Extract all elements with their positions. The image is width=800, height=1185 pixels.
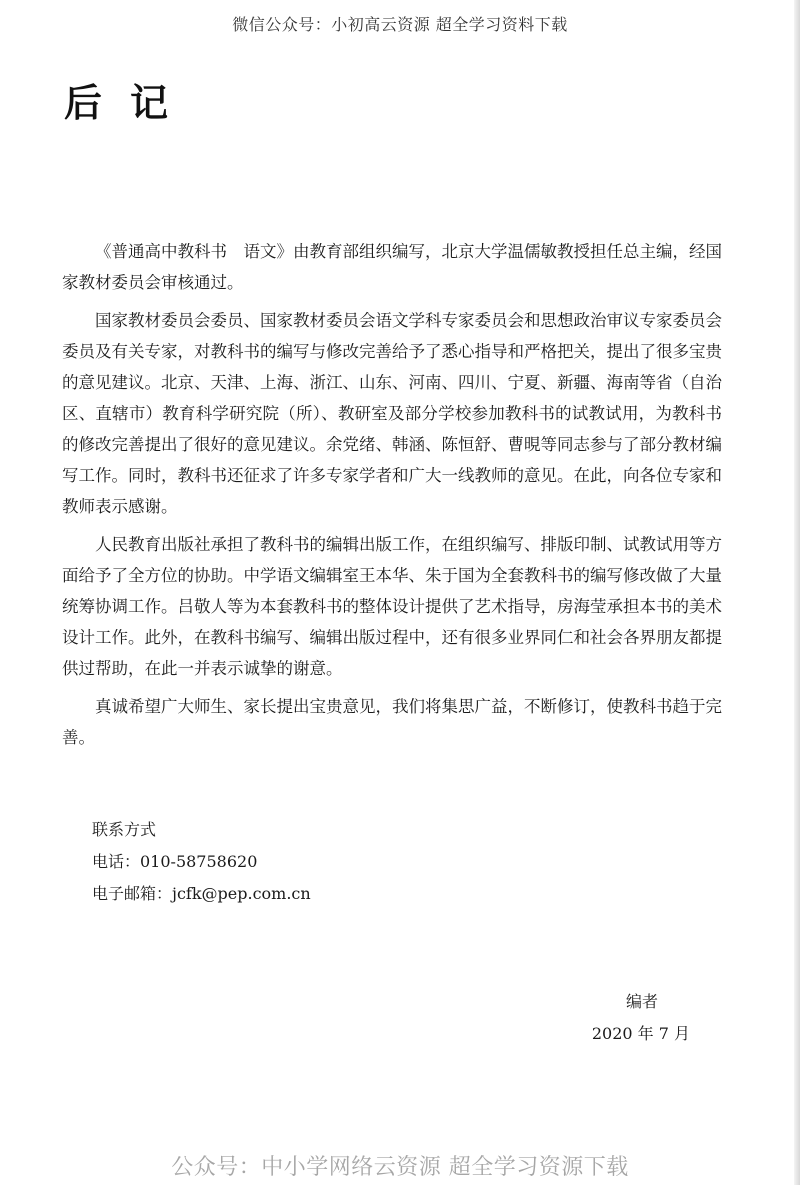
signoff-date: 2020 年 7 月 xyxy=(591,1024,690,1043)
contact-email: 电子邮箱：jcfk@pep.com.cn xyxy=(92,884,311,903)
page-edge xyxy=(794,0,800,1185)
page-title: 后记 xyxy=(64,81,197,125)
paragraph-4: 真诚希望广大师生、家长提出宝贵意见，我们将集思广益，不断修订，使教科书趋于完善。 xyxy=(62,697,722,747)
signoff-block xyxy=(560,986,690,1050)
contact-phone: 电话：010-58758620 xyxy=(92,852,258,871)
contact-block xyxy=(92,814,311,910)
contact-heading: 联系方式 xyxy=(92,820,157,839)
signoff-author: 编者 xyxy=(625,992,658,1011)
paragraph-3: 人民教育出版社承担了教科书的编辑出版工作，在组织编写、排版印制、试教试用等方面给予了全方位的协助。中学语文编辑室王本华、朱于国为全套教科书的编写修改做了大量统筹协调工作。吕敬人等为本套教科书的整体设计提供了艺术指导，房海莹承担本书的美术设计工作。此外，在教科书编写、编辑出版过程中，还有很多业界同仁和社会各界朋友都提供过帮助，在此一并表示诚挚的谢意。 xyxy=(62,535,722,678)
header-watermark: 微信公众号：小初高云资源 超全学习资料下载 xyxy=(232,15,568,34)
paragraph-1: 《普通高中教科书 语文》由教育部组织编写，北京大学温儒敏教授担任总主编，经国家教材委员会审核通过。 xyxy=(62,242,722,292)
afterword-body xyxy=(62,236,722,760)
paragraph-2: 国家教材委员会委员、国家教材委员会语文学科专家委员会和思想政治审议专家委员会委员及有关专家，对教科书的编写与修改完善给予了悉心指导和严格把关，提出了很多宝贵的意见建议。北京、天津、上海、浙江、山东、河南、四川、宁夏、新疆、海南等省（自治区、直辖市）教育科学研究院（所）、教研室及部分学校参加教科书的试教试用，为教科书的修改完善提出了很好的意见建议。余党绪、韩涵、陈恒舒、曹晛等同志参与了部分教材编写工作。同时，教科书还征求了许多专家学者和广大一线教师的意见。在此，向各位专家和教师表示感谢。 xyxy=(62,311,722,516)
footer-watermark: 公众号：中小学网络云资源 超全学习资源下载 xyxy=(171,1155,629,1180)
